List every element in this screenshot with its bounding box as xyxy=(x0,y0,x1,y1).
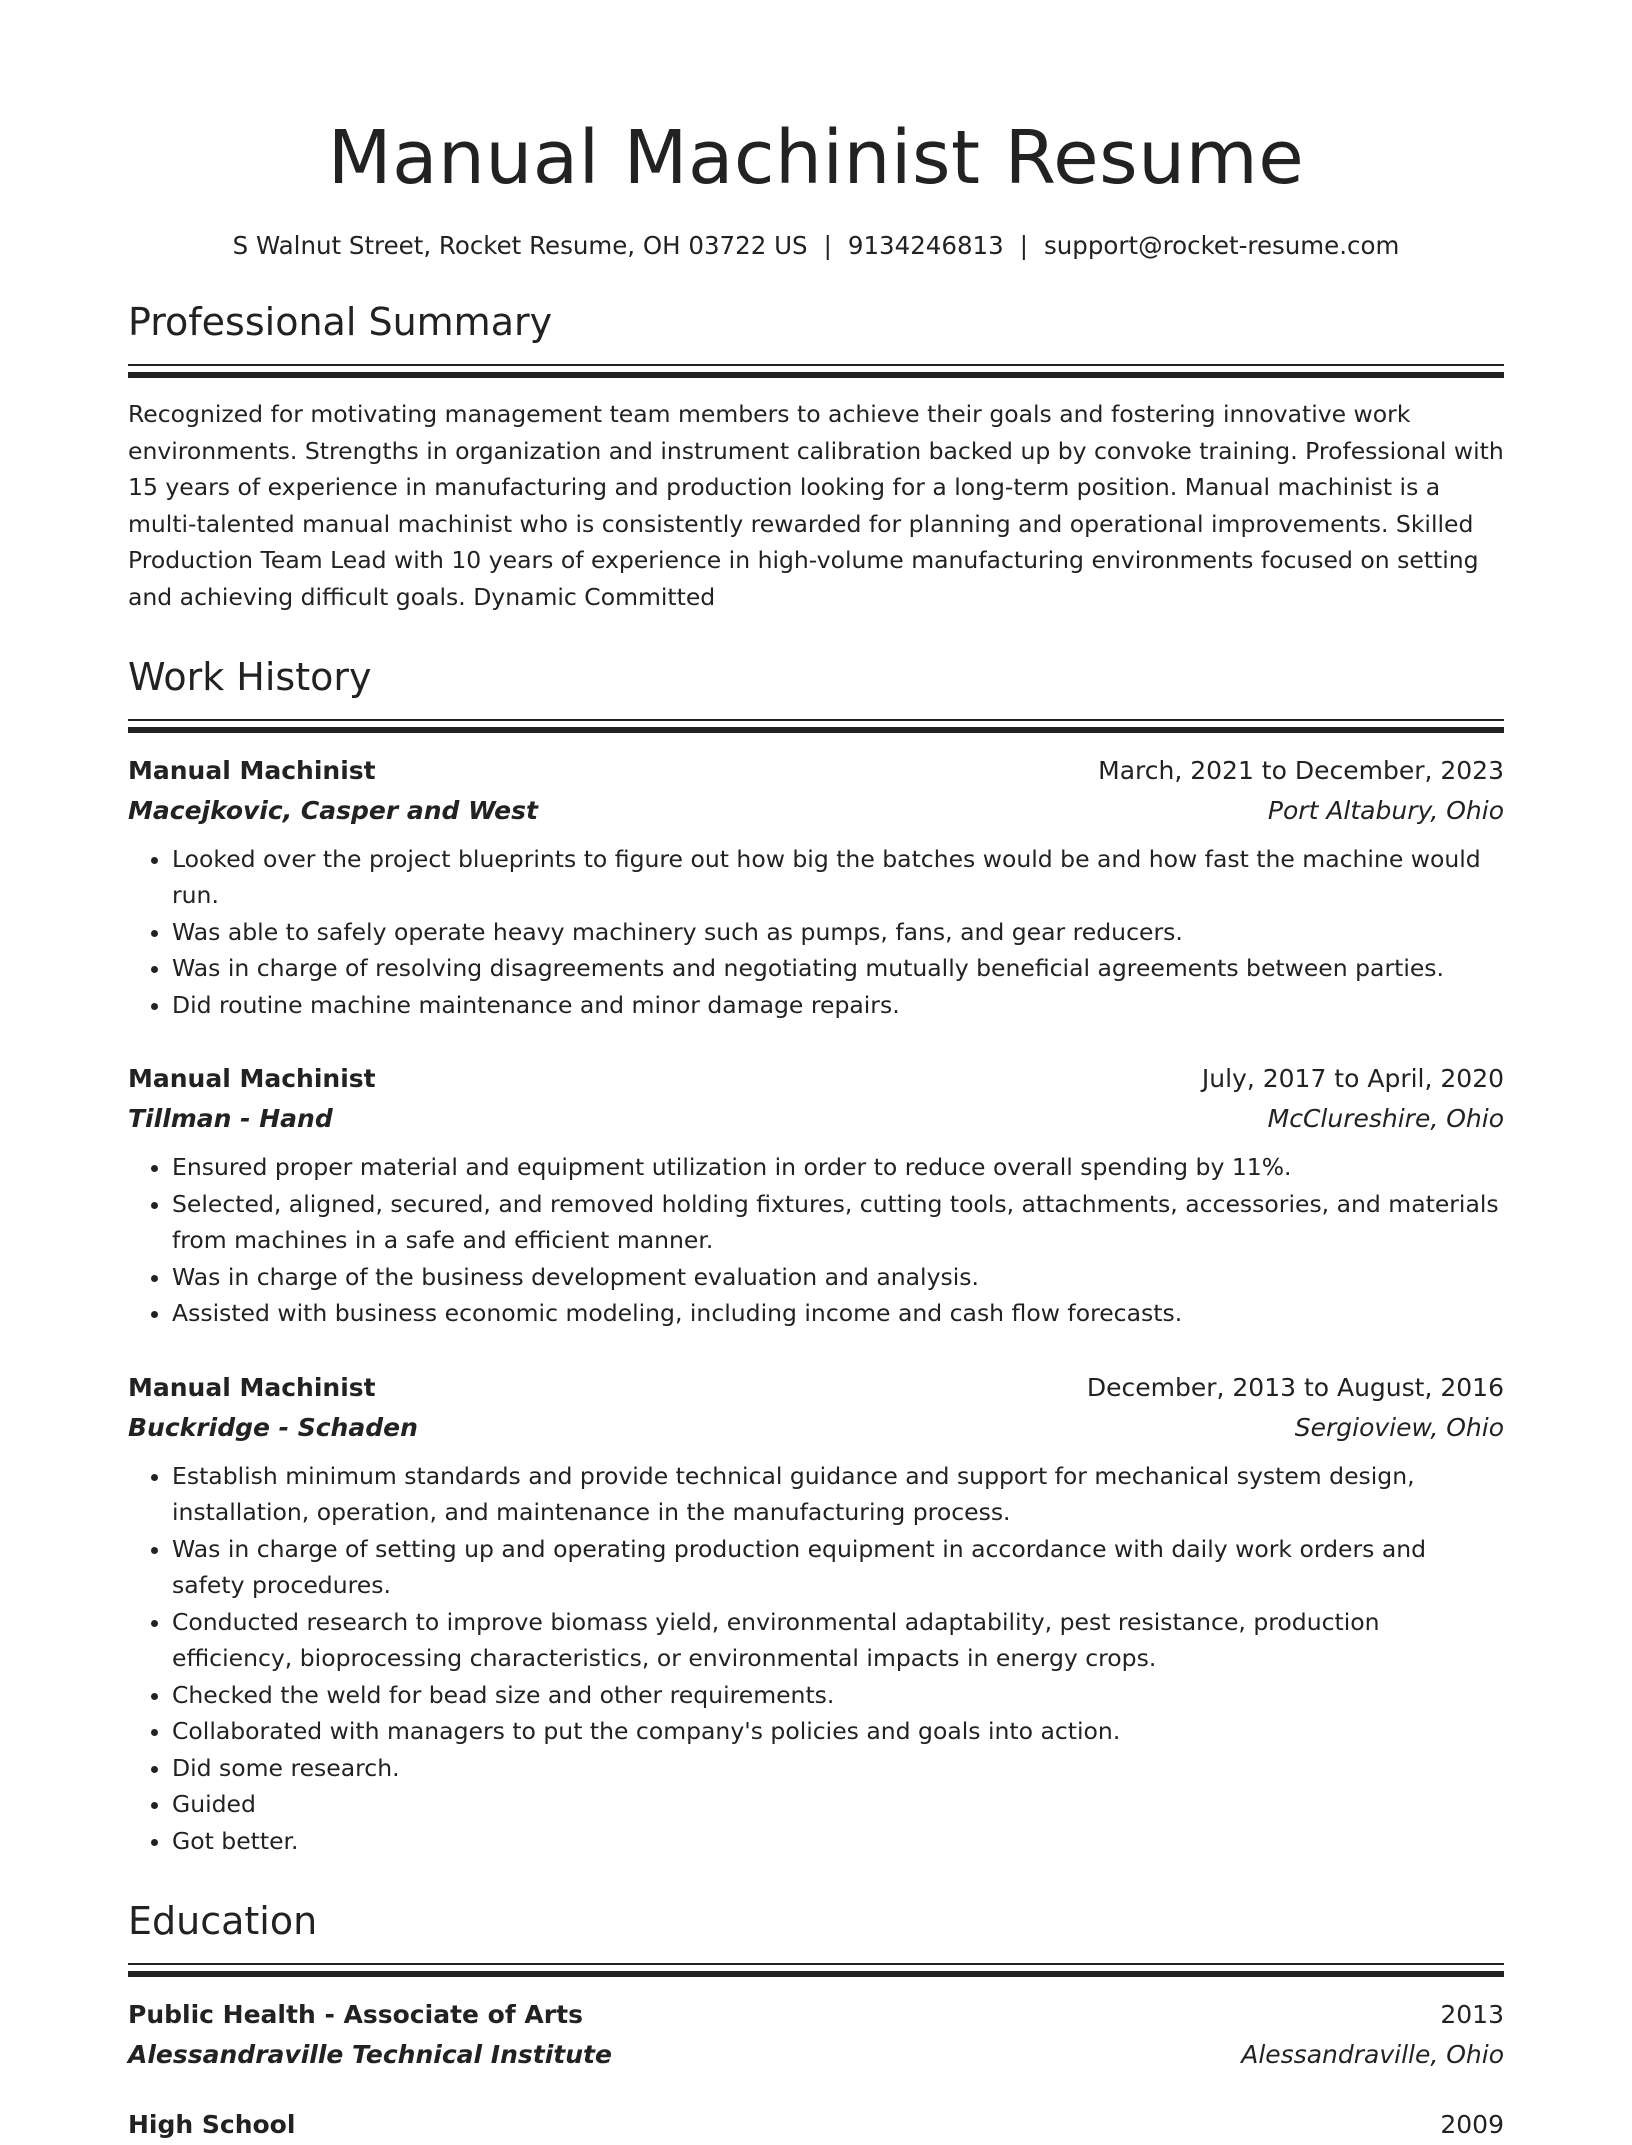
education-year: 2013 xyxy=(1440,1999,1504,2029)
section-heading: Education xyxy=(128,1899,318,1944)
education-list xyxy=(128,1995,1504,2145)
job-title: Manual Machinist xyxy=(128,755,376,785)
job-list xyxy=(128,751,1504,1860)
education-section xyxy=(128,1899,1504,2145)
job-bullet-list xyxy=(128,1149,1504,1332)
education-degree: High School xyxy=(128,2109,296,2139)
job-header-row xyxy=(128,1368,1504,1408)
education-entry xyxy=(128,2105,1504,2145)
job-bullet-list xyxy=(128,1458,1504,1860)
section-heading: Work History xyxy=(128,655,372,700)
job-title: Manual Machinist xyxy=(128,1064,376,1094)
job-header-row xyxy=(128,1059,1504,1099)
job-bullet: • Selected, aligned, secured, and removed holding fixtures, cutting tools, attachments, accessories, and materials from machines in a safe and efficient manner. xyxy=(172,1186,1504,1259)
job-entry xyxy=(128,1059,1504,1332)
education-year: 2009 xyxy=(1440,2109,1504,2139)
job-bullet-list xyxy=(128,841,1504,1024)
job-title: Manual Machinist xyxy=(128,1372,376,1402)
job-company: Macejkovic, Casper and West xyxy=(128,795,538,825)
job-location: Sergioview, Ohio xyxy=(1294,1412,1504,1442)
education-entry xyxy=(128,1995,1504,2075)
job-company: Buckridge - Schaden xyxy=(128,1412,418,1442)
resume-title: Manual Machinist Resume xyxy=(327,115,1305,201)
job-bullet: • Checked the weld for bead size and other requirements. xyxy=(172,1677,1504,1714)
contact-email[interactable]: support@rocket-resume.com xyxy=(1044,231,1400,261)
contact-separator: | xyxy=(1019,231,1029,261)
contact-address: S Walnut Street, Rocket Resume, OH 03722 US xyxy=(232,231,808,261)
section-divider xyxy=(128,719,1504,733)
job-company-row xyxy=(128,791,1504,831)
job-company-row xyxy=(128,1099,1504,1139)
job-bullet: • Was able to safely operate heavy machinery such as pumps, fans, and gear reducers. xyxy=(172,914,1504,951)
job-dates: March, 2021 to December, 2023 xyxy=(1098,755,1504,785)
contact-phone: 9134246813 xyxy=(847,231,1004,261)
job-header-row xyxy=(128,751,1504,791)
job-location: Port Altabury, Ohio xyxy=(1267,795,1504,825)
section-divider xyxy=(128,1963,1504,1977)
job-bullet: • Did routine machine maintenance and minor damage repairs. xyxy=(172,987,1504,1024)
education-school-row xyxy=(128,2035,1504,2075)
job-bullet: • Looked over the project blueprints to figure out how big the batches would be and how fast the machine would run. xyxy=(172,841,1504,914)
education-header-row xyxy=(128,2105,1504,2145)
job-location: McClureshire, Ohio xyxy=(1267,1104,1504,1134)
work-history-section xyxy=(128,655,1504,1859)
job-bullet: • Was in charge of setting up and operating production equipment in accordance with daily work orders and safety procedures. xyxy=(172,1531,1504,1604)
section-heading: Professional Summary xyxy=(128,300,553,345)
contact-line xyxy=(128,231,1504,260)
job-bullet: • Ensured proper material and equipment utilization in order to reduce overall spending by 11%. xyxy=(172,1149,1504,1186)
job-bullet: • Collaborated with managers to put the company's policies and goals into action. xyxy=(172,1713,1504,1750)
job-bullet: • Was in charge of the business development evaluation and analysis. xyxy=(172,1259,1504,1296)
job-bullet: • Did some research. xyxy=(172,1750,1504,1787)
job-bullet: • Establish minimum standards and provide technical guidance and support for mechanical system design, installation, operation, and maintenance in the manufacturing process. xyxy=(172,1458,1504,1531)
education-header-row xyxy=(128,1995,1504,2035)
job-company: Tillman - Hand xyxy=(128,1104,333,1134)
job-bullet: • Guided xyxy=(172,1786,1504,1823)
job-entry xyxy=(128,751,1504,1024)
section-divider xyxy=(128,364,1504,378)
professional-summary-section xyxy=(128,300,1504,615)
job-bullet: • Was in charge of resolving disagreements and negotiating mutually beneficial agreements between parties. xyxy=(172,950,1504,987)
job-dates: July, 2017 to April, 2020 xyxy=(1201,1064,1504,1094)
job-dates: December, 2013 to August, 2016 xyxy=(1086,1372,1504,1402)
job-bullet: • Got better. xyxy=(172,1823,1504,1860)
education-location: Alessandraville, Ohio xyxy=(1241,2039,1504,2069)
education-school: Alessandraville Technical Institute xyxy=(128,2039,612,2069)
job-company-row xyxy=(128,1408,1504,1448)
job-bullet: • Assisted with business economic modeling, including income and cash flow forecasts. xyxy=(172,1295,1504,1332)
job-entry xyxy=(128,1368,1504,1860)
summary-text: Recognized for motivating management team members to achieve their goals and fostering innovative work environments. Strengths in organization and instrument calibration backed up by convoke training. Professional with 15 years of experience in manufacturing and production looking for a long-term position. Manual machinist is a multi-talented manual machinist who is consistently rewarded for planning and operational improvements. Skilled Production Team Lead with 10 years of experience in high-volume manufacturing environments focused on setting and achieving difficult goals. Dynamic Committed xyxy=(128,400,1504,611)
education-degree: Public Health - Associate of Arts xyxy=(128,1999,583,2029)
contact-separator: | xyxy=(823,231,832,261)
job-bullet: • Conducted research to improve biomass yield, environmental adaptability, pest resistance, production efficiency, bioprocessing characteristics, or environmental impacts in energy crops. xyxy=(172,1604,1504,1677)
